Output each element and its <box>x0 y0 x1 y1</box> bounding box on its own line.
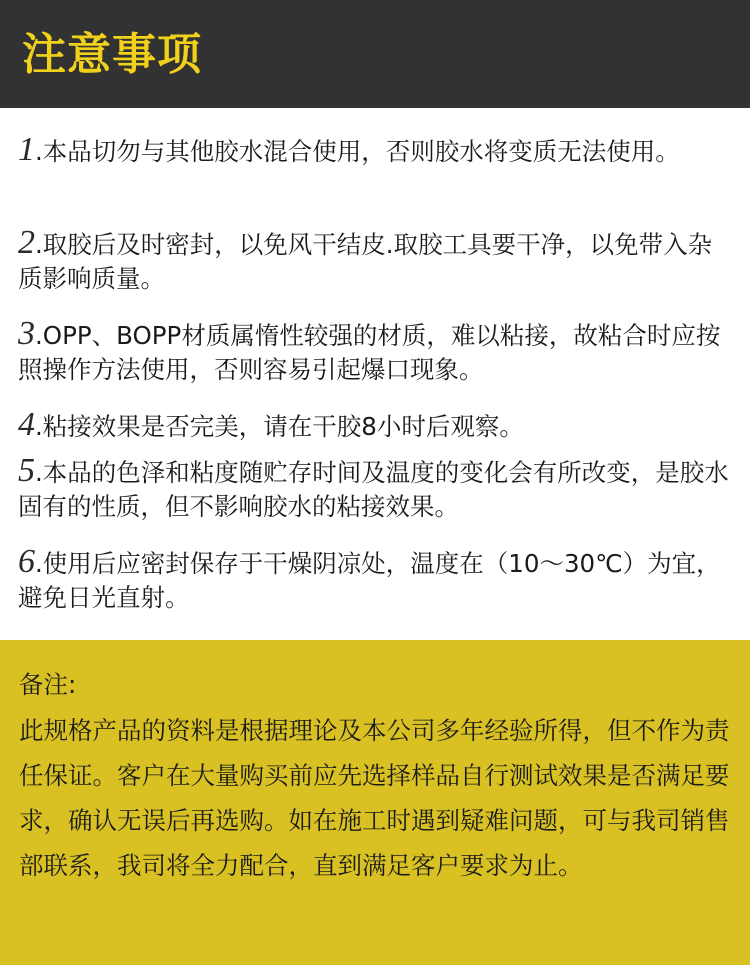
note-text-3: .OPP、BOPP材质属惰性较强的材质，难以粘接，故粘合时应按照操作方法使用，否则容易引起爆口现象。 <box>18 321 721 384</box>
note-number-4: 4 <box>18 406 35 443</box>
note-item-5 <box>18 454 734 524</box>
note-text-5: .本品的色泽和粘度随贮存时间及温度的变化会有所改变，是胶水固有的性质，但不影响胶水的粘接效果。 <box>18 458 729 521</box>
note-number-6: 6 <box>18 543 35 580</box>
note-number-5: 5 <box>18 452 35 489</box>
note-number-2: 2 <box>18 224 35 261</box>
page-title: 注意事项 <box>22 29 202 80</box>
note-number-3: 3 <box>18 315 35 352</box>
remark-body: 此规格产品的资料是根据理论及本公司多年经验所得，但不作为责任保证。客户在大量购买前应先选择样品自行测试效果是否满足要求，确认无误后再选购。如在施工时遇到疑难问题，可与我司销售部联系，我司将全力配合，直到满足客户要求为止。 <box>19 716 730 880</box>
note-item-3 <box>18 317 734 387</box>
header-bar <box>0 0 750 108</box>
note-text-4: .粘接效果是否完美，请在干胶8小时后观察。 <box>35 412 524 441</box>
note-text-6: .使用后应密封保存于干燥阴凉处，温度在（10～30℃）为宜，避免日光直射。 <box>18 549 721 612</box>
note-item-4 <box>18 408 734 444</box>
note-text-2: .取胶后及时密封，以免风干结皮.取胶工具要干净，以免带入杂质影响质量。 <box>18 230 713 293</box>
note-text-1: .本品切勿与其他胶水混合使用，否则胶水将变质无法使用。 <box>35 137 680 166</box>
note-item-2 <box>18 226 734 296</box>
note-item-1 <box>18 133 734 169</box>
note-item-6 <box>18 545 734 615</box>
note-number-1: 1 <box>18 131 35 168</box>
remark-label: 备注: <box>19 670 77 699</box>
